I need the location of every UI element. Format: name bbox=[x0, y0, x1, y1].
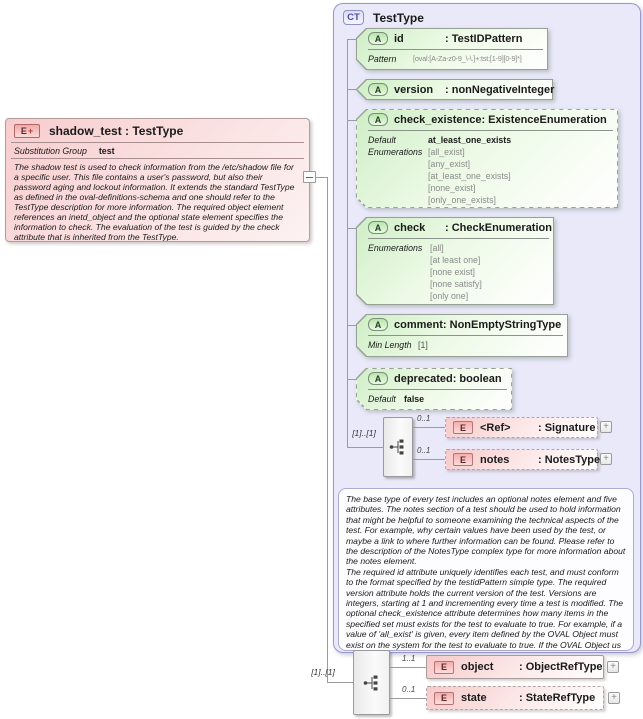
sequence-compositor[interactable] bbox=[353, 650, 390, 715]
attribute-type: : CheckEnumeration bbox=[445, 221, 552, 234]
attribute-name: id bbox=[394, 32, 404, 45]
attribute-comment[interactable] bbox=[356, 314, 568, 357]
pattern-facet-value: [oval:[A-Za-z0-9_\-\.]+:tst:[1-9][0-9]*] bbox=[413, 54, 522, 63]
cardinality-label: 0..1 bbox=[402, 685, 416, 694]
expand-button[interactable]: + bbox=[600, 453, 612, 465]
attribute-name: check bbox=[394, 221, 426, 234]
element-notes[interactable] bbox=[445, 449, 601, 470]
group-cardinality: [1]..[1] bbox=[352, 428, 376, 438]
enumeration-value: [only one] bbox=[430, 291, 469, 301]
connector-line bbox=[347, 39, 356, 40]
element-type: : Signature bbox=[538, 421, 596, 434]
default-facet-label: Default bbox=[368, 135, 396, 145]
shadow-test-header bbox=[6, 119, 309, 142]
attribute-type: : TestIDPattern bbox=[445, 32, 523, 45]
sequence-icon bbox=[363, 673, 381, 693]
element-icon: E bbox=[434, 692, 454, 705]
attribute-icon: A bbox=[368, 83, 388, 96]
expand-button[interactable]: + bbox=[607, 661, 619, 673]
attribute-icon: A bbox=[368, 32, 388, 45]
enumeration-value: [any_exist] bbox=[428, 159, 471, 169]
element-name: object bbox=[461, 661, 494, 673]
element-object[interactable] bbox=[426, 655, 604, 679]
tree-line bbox=[347, 39, 348, 447]
element-state[interactable] bbox=[426, 686, 604, 710]
attribute-name: comment bbox=[394, 318, 443, 331]
sequence-icon bbox=[389, 437, 407, 457]
attribute-type: : nonNegativeInteger bbox=[445, 83, 555, 96]
attribute-icon: A bbox=[368, 372, 388, 385]
connector-line bbox=[347, 228, 356, 229]
element-name: <Ref> bbox=[480, 421, 511, 434]
default-facet-value: at_least_one_exists bbox=[428, 135, 512, 145]
shadow-test-documentation: The shadow test is used to check information from the /etc/shadow file for a specific user. This file contains a user's password, but also their password aging and lockout information. It extends the standard TestType as defined in the oval-definitions-schema and one should refer to the TestType description for more information. The required object element references an inetd_object and the optional state element specifies the information to check. The evaluation of the test is guided by the check attribute that is inherited from the TestType. bbox=[14, 161, 295, 241]
attribute-icon: A bbox=[368, 113, 388, 126]
attribute-check-existence[interactable] bbox=[356, 109, 618, 208]
connector-line bbox=[390, 667, 426, 668]
element-name: state bbox=[461, 692, 487, 704]
element-type: : ObjectRefType bbox=[519, 661, 603, 673]
element-ref[interactable] bbox=[445, 417, 598, 438]
substitution-group-value: test bbox=[98, 145, 115, 156]
connector-line bbox=[347, 89, 356, 90]
complex-type-icon: CT bbox=[343, 10, 364, 25]
cardinality-label: 1..1 bbox=[402, 654, 416, 663]
connector-line bbox=[347, 325, 356, 326]
min-length-facet-label: Min Length bbox=[368, 340, 412, 350]
enumeration-value: [at least one] bbox=[430, 255, 481, 265]
enumeration-value: [none satisfy] bbox=[430, 279, 482, 289]
connector-line bbox=[347, 379, 356, 380]
connector-line bbox=[327, 682, 353, 683]
connector-line bbox=[347, 120, 356, 121]
cardinality-label: 0..1 bbox=[417, 414, 431, 423]
sequence-compositor[interactable] bbox=[383, 417, 413, 477]
attribute-name: check_existence bbox=[394, 113, 482, 126]
group-cardinality: [1]..[1] bbox=[311, 667, 335, 677]
element-type: : StateRefType bbox=[519, 692, 596, 704]
connector-line bbox=[347, 447, 383, 448]
testtype-documentation bbox=[338, 488, 634, 651]
element-name: notes bbox=[480, 453, 510, 466]
attribute-type: : ExistenceEnumeration bbox=[481, 113, 607, 126]
attribute-name: version bbox=[394, 83, 434, 96]
enumeration-value: [all] bbox=[430, 243, 444, 253]
attribute-name: deprecated bbox=[394, 372, 453, 385]
enumeration-value: [all_exist] bbox=[428, 147, 465, 157]
substitution-group-label: Substitution Group bbox=[14, 145, 87, 156]
attribute-deprecated[interactable] bbox=[356, 368, 512, 410]
testtype-title: TestType bbox=[373, 10, 424, 25]
shadow-test-title: shadow_test : TestType bbox=[49, 124, 184, 138]
enumeration-value: [none_exist] bbox=[428, 183, 476, 193]
pattern-facet-label: Pattern bbox=[368, 54, 397, 64]
connector-line bbox=[390, 698, 426, 699]
attribute-id[interactable] bbox=[356, 28, 548, 70]
element-type: : NotesType bbox=[538, 453, 601, 466]
expand-button[interactable]: + bbox=[608, 692, 620, 704]
attribute-icon: A bbox=[368, 318, 388, 331]
attribute-type: : boolean bbox=[452, 372, 502, 385]
expand-button[interactable]: + bbox=[600, 421, 612, 433]
attribute-check[interactable] bbox=[356, 217, 554, 305]
min-length-facet-value: [1] bbox=[418, 340, 428, 350]
documentation-paragraph: The required id attribute uniquely identifies each test, and must conform to the format specified by the testidPattern simple type. The required version attribute holds the current version of the test. Versions are integers, starting at 1 and incrementing every time a test is modified. The optional check_existence attribute determines how many items in the specified set must exists for the test to evaluate to true. For example, if a value of 'all_exist' is given, every item defined by the OVAL Object must exist on the system for the test to evaluate to true. If the OVAL Object us bbox=[346, 566, 624, 650]
shadow-test-box[interactable] bbox=[5, 118, 310, 242]
element-icon: E bbox=[434, 661, 454, 674]
enumerations-label: Enumerations bbox=[368, 243, 423, 253]
cardinality-label: 0..1 bbox=[417, 446, 431, 455]
connector-line bbox=[327, 177, 328, 682]
element-icon: E bbox=[453, 453, 473, 466]
default-facet-value: false bbox=[404, 394, 425, 404]
enumeration-value: [none exist] bbox=[430, 267, 475, 277]
element-plus-icon: E + bbox=[14, 124, 40, 138]
attribute-icon: A bbox=[368, 221, 388, 234]
documentation-paragraph: The base type of every test includes an optional notes element and five attributes. The notes section of a test should be used to hold information that might be helpful to someone examining the technical aspects of the test. For example, why certain values have been used by the test, or maybe a link to where further information can be found. Please refer to the description of the NotesType complex type for more information about the notes element. bbox=[346, 494, 626, 567]
testtype-header bbox=[334, 4, 640, 31]
enumeration-value: [at_least_one_exists] bbox=[428, 171, 511, 181]
element-icon: E bbox=[453, 421, 473, 434]
attribute-type: : NonEmptyStringType bbox=[442, 318, 562, 331]
attribute-version[interactable] bbox=[356, 79, 553, 100]
collapse-handle[interactable] bbox=[303, 171, 316, 183]
default-facet-label: Default bbox=[368, 394, 396, 404]
connector-line bbox=[413, 427, 445, 428]
enumeration-value: [only_one_exists] bbox=[428, 195, 496, 205]
connector-line bbox=[413, 459, 445, 460]
enumerations-label: Enumerations bbox=[368, 147, 423, 157]
